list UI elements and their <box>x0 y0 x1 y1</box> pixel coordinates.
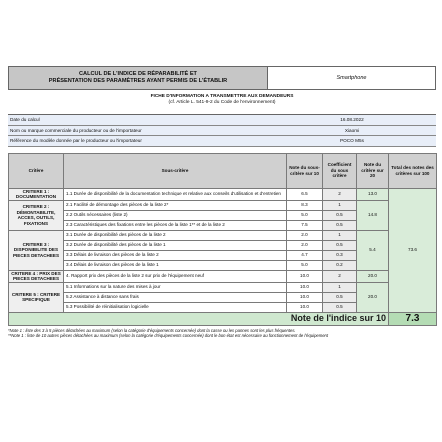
total-score: 73.6 <box>389 188 437 312</box>
info-label: Nom ou marque commerciale du producteur ou de l'importateur <box>10 127 142 133</box>
criteria-name: CRITERE 2 : DÉMONTABILITE, ACCES, OUTILS, FIXATIONS <box>9 200 64 230</box>
sub-note: 8.3 <box>287 200 323 210</box>
sub-criteria: 5.2 Assistance à distance sans frais <box>64 292 287 302</box>
footnote: *Note 1 : liste des 3 à 5 pièces détachées au maximum (selon la catégorie d'équipements concernée) dont la casse ou les pannes sont les plus fréquentes. <box>8 327 296 333</box>
sub-note: 5.0 <box>287 260 323 270</box>
criteria-score: 14.8 <box>357 200 389 230</box>
sub-criteria: 3.4 Délais de livraison des pièces de la liste 1 <box>64 260 287 270</box>
document-title <box>9 67 268 89</box>
sub-note: 2.0 <box>287 230 323 240</box>
sub-coef: 0.5 <box>323 240 357 250</box>
criteria-name: CRITERE 5 : CRITERE SPECIFIQUE <box>9 282 64 312</box>
sub-note: 10.0 <box>287 302 323 312</box>
fiche-line-1: FICHE D'INFORMATION A TRANSMETTRE AUX DEMANDEURS <box>150 94 294 99</box>
sub-note: 10.0 <box>287 292 323 302</box>
sub-coef: 0.5 <box>323 210 357 220</box>
sub-criteria: 5.3 Possibilité de réinitialisation logicielle <box>64 302 287 312</box>
sub-criteria: 3.2 Durée de disponibilité des pièces de la liste 1 <box>64 240 287 250</box>
sub-coef: 1 <box>323 282 357 292</box>
info-block <box>8 114 436 147</box>
sub-coef: 0.5 <box>323 302 357 312</box>
info-value: POCO M5s <box>340 138 364 144</box>
info-value: Xiaomi <box>344 127 360 133</box>
title-line-2: PRÉSENTATION DES PARAMÈTRES AYANT PERMIS DE L'ÉTABLIR <box>48 78 228 84</box>
sub-note: 10.0 <box>287 282 323 292</box>
final-row <box>9 312 437 325</box>
table-row <box>9 282 437 292</box>
table-body <box>9 188 437 325</box>
sub-criteria: 1.1 Durée de disponibilité de la documentation technique et relative aux conseils d'utilisation et d'entretien <box>64 188 287 200</box>
table-header-row <box>9 153 437 188</box>
sub-note: 6.5 <box>287 188 323 200</box>
final-label: Note de l'indice sur 10 <box>9 312 389 325</box>
sub-coef: 0.3 <box>323 250 357 260</box>
sub-coef: 0.2 <box>323 260 357 270</box>
info-value: 16.08.2022 <box>340 117 364 123</box>
info-label: Référence du modèle donnée par le producteur ou l'importateur <box>10 138 142 144</box>
sub-coef: 1 <box>323 200 357 210</box>
header-note20: Note du critère sur 20 <box>357 153 389 188</box>
table-row <box>9 230 437 240</box>
sub-note: 10.0 <box>287 270 323 282</box>
criteria-score: 20.0 <box>357 270 389 282</box>
fiche-line-2: (cf. Article L. 541-9-2 du Code de l'environnement) <box>168 100 276 106</box>
criteria-score: 20.0 <box>357 282 389 312</box>
sub-criteria: 3.1 Durée de disponibilité des pièces de la liste 2 <box>64 230 287 240</box>
title-line-1: CALCUL DE L'INDICE DE RÉPARABILITÉ ET <box>79 71 197 78</box>
sub-coef: 0.5 <box>323 220 357 230</box>
sub-note: 5.0 <box>287 210 323 220</box>
sub-coef: 2 <box>323 270 357 282</box>
sub-coef: 0.5 <box>323 292 357 302</box>
criteria-name: CRITERE 3 : DISPONIBILITE DES PIECES DETACHEES <box>9 230 64 270</box>
header-total: Total des notes des critères sur 100 <box>389 153 437 188</box>
info-row-model <box>8 136 436 147</box>
criteria-score: 5.4 <box>357 230 389 270</box>
sub-criteria: 3.3 Délais de livraison des pièces de la liste 2 <box>64 250 287 260</box>
criteria-score: 13.0 <box>357 188 389 200</box>
table-row <box>9 188 437 200</box>
info-row-date <box>8 115 436 126</box>
sub-criteria: 4. Rapport prix des pièces de la liste 2 sur prix de l'équipement neuf <box>64 270 287 282</box>
product-type: Smartphone <box>336 75 367 81</box>
criteria-table <box>8 153 437 326</box>
header-note: Note du sous-critère sur 10 <box>287 153 323 188</box>
fiche-info <box>8 94 436 108</box>
sub-criteria: 5.1 Informations sur la nature des mises à jour <box>64 282 287 292</box>
header-coef: Coefficient du sous critère <box>323 153 357 188</box>
sub-criteria: 2.3 Caractéristiques des fixations entre les pièces de la liste 1** et de la liste 2 <box>64 220 287 230</box>
criteria-name: CRITERE 1 : DOCUMENTATION <box>9 188 64 200</box>
footnotes <box>8 328 436 339</box>
table-row <box>9 200 437 210</box>
sub-coef: 1 <box>323 230 357 240</box>
table-row <box>9 270 437 282</box>
sub-criteria: 2.2 Outils nécessaires (liste 2) <box>64 210 287 220</box>
sub-note: 2.0 <box>287 240 323 250</box>
info-row-brand <box>8 126 436 137</box>
sub-coef: 2 <box>323 188 357 200</box>
info-label: Date du calcul <box>10 117 40 123</box>
sub-note: 7.5 <box>287 220 323 230</box>
header-sub: Sous-critère <box>64 153 287 188</box>
repairability-document <box>8 66 436 338</box>
footnote: **Note 1 : liste de 10 autres pièces détachées au maximum (selon la catégorie d'équipements concernée) dont le bon état est nécessaire au fonctionnement de l'équipement <box>8 332 329 338</box>
sub-note: 4.7 <box>287 250 323 260</box>
final-value: 7.3 <box>389 312 437 325</box>
header-criteria: Critère <box>9 153 64 188</box>
criteria-name: CRITERE 4 : PRIX DES PIECES DETACHEES <box>9 270 64 282</box>
sub-criteria: 2.1 Facilité de démontage des pièces de la liste 2* <box>64 200 287 210</box>
document-header <box>8 66 436 90</box>
